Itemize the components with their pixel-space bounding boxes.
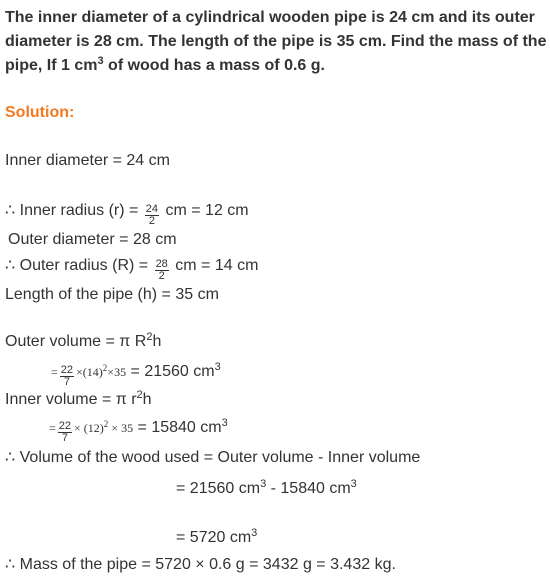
inner-volume-fraction: $\frac{22}{7}$ — [58, 420, 72, 444]
outer-volume-fraction: $\frac{22}{7}$ — [60, 364, 74, 388]
wood-volume-line: ∴ Volume of the wood used = Outer volume - Inner volume — [5, 449, 421, 466]
question-line-1: The inner diameter of a cylindrical wooden pipe is 24 cm and its outer — [5, 9, 535, 26]
outer-volume-formula: Outer volume = π $R^2h$ — [5, 331, 162, 350]
volume-difference-line: = 21560 $cm^3 - 15840$ $cm^3$ — [176, 478, 357, 497]
inner-diameter-line: Inner diameter = 24 cm — [5, 152, 170, 169]
pipe-length-line: Length of the pipe (h) = 35 cm — [5, 286, 219, 303]
volume-result-line: = 5720 $cm^3$ — [176, 527, 258, 546]
inner-radius-fraction: $\frac{24}{2}$ — [145, 203, 159, 227]
solution-heading: Solution: — [5, 104, 75, 121]
inner-volume-calculation: = $\frac{22}{7}$ × $(12)^2 \times 35 = 15840$ $cm^3$ — [49, 417, 228, 444]
outer-diameter-line: Outer diameter = 28 cm — [8, 231, 177, 248]
mass-result-line: ∴ Mass of the pipe = 5720 × 0.6 g = 3432 g = 3.432 kg. — [5, 556, 396, 573]
inner-volume-formula: Inner volume = π $r^2h$ — [5, 389, 152, 408]
inner-radius-line: ∴ Inner radius (r) = $\frac{24}{2}$ cm = 12 cm — [5, 202, 249, 227]
question-line-3: pipe, If 1 $cm^3$ of wood has a mass of 0.6 g. — [5, 55, 325, 74]
outer-radius-fraction: $\frac{28}{2}$ — [155, 258, 168, 282]
question-line-2: diameter is 28 cm. The length of the pipe is 35 cm. Find the mass of the — [5, 33, 547, 50]
outer-volume-calculation: = $\frac{22}{7}$ $\times(14)^2\times 35 = 21560$ $cm^3$ — [51, 361, 221, 388]
outer-radius-line: ∴ Outer radius (R) = $\frac{28}{2}$ cm = 14 cm — [5, 257, 259, 282]
